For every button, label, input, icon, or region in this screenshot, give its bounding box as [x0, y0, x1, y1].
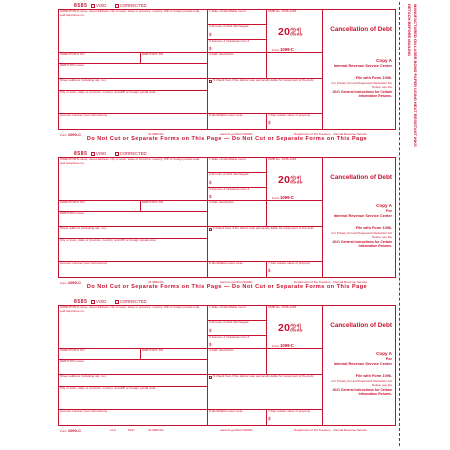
form-number: Form 1099-C: [272, 47, 294, 52]
city-label: City or town, state or province, country, and ZIP or foreign postal code: [60, 386, 156, 390]
form-title: Cancellation of Debt: [330, 322, 392, 329]
box7-label: 7 Fair market value of property: [268, 261, 311, 265]
form-1099c-2: [58, 150, 396, 292]
creditor-label: CREDITOR'S name, street address, city or town, state or province, country, ZIP or foreign postal code, and telephone no.: [60, 305, 201, 313]
copy-irs: Internal Revenue Service Center: [333, 214, 392, 218]
side-margin: [405, 4, 419, 444]
box3-dollar: $: [209, 194, 212, 199]
debtor-tin-label: DEBTOR'S TIN: [142, 200, 164, 204]
instructions-ref: 2021 General Instructions for Certain Information Returns.: [332, 240, 392, 248]
copy-for: For: [385, 357, 392, 361]
omb-number: OMB No. 1545-1424: [268, 9, 297, 13]
privacy-notice: For Privacy Act and Paperwork Reduction Act Notice, see the: [331, 81, 392, 89]
void-checkbox[interactable]: [91, 152, 95, 156]
privacy-notice: For Privacy Act and Paperwork Reduction Act Notice, see the: [331, 231, 392, 239]
file-with: File with Form 1096.: [355, 226, 392, 230]
void-checkbox[interactable]: [91, 300, 95, 304]
city-label: City or town, state or province, country, and ZIP or foreign postal code: [60, 238, 156, 242]
box2-label: 2 Amount of debt discharged: [209, 320, 249, 324]
box5-label: 5 Check here if the debtor was personally liable for repayment of the debt: [213, 374, 314, 378]
copy-for: For: [385, 209, 392, 213]
account-label: Account number (see instructions): [60, 113, 107, 117]
box7-label: 7 Fair market value of property: [268, 113, 311, 117]
tax-year: 2021: [278, 26, 303, 38]
box5-label: 5 Check here if the debtor was personally liable for repayment of the debt: [213, 226, 314, 230]
box3-label: 3 Interest, if included in box 2: [209, 187, 250, 191]
box4-label: 4 Debt description: [209, 52, 234, 56]
box1-label: 1 Date of identifiable event: [209, 9, 246, 13]
footer-form: Form 1099-C: [60, 428, 81, 433]
form-code: 8585: [74, 151, 88, 157]
footer-form: Form 1099-C: [60, 132, 81, 137]
box6-label: 6 Identifiable event code: [209, 113, 243, 117]
account-label: Account number (see instructions): [60, 409, 107, 413]
copy-irs: Internal Revenue Service Center: [333, 362, 392, 366]
footer-cat: 41-0862411: [148, 132, 164, 136]
tax-year: 2021: [278, 322, 303, 334]
debtor-tin-label: DEBTOR'S TIN: [142, 348, 164, 352]
side-text-manufactured: MANUFACTURED ON LASER BOND PAPER USING HEAT RESISTANT INKS: [413, 4, 418, 147]
box2-label: 2 Amount of debt discharged: [209, 172, 249, 176]
footer-dept: Department of the Treasury - Internal Revenue Service: [294, 132, 367, 136]
debtor-name-label: DEBTOR'S name: [60, 63, 85, 67]
debtor-name-label: DEBTOR'S name: [60, 359, 85, 363]
box7-label: 7 Fair market value of property: [268, 409, 311, 413]
street-label: Street address (including apt. no.): [60, 374, 107, 378]
side-text-detach: DETACH BEFORE MAILING: [407, 4, 412, 57]
city-label: City or town, state or province, country, and ZIP or foreign postal code: [60, 90, 156, 94]
creditor-tin-label: CREDITOR'S TIN: [60, 348, 85, 352]
privacy-notice: For Privacy Act and Paperwork Reduction Act Notice, see the: [331, 379, 392, 387]
debtor-name-label: DEBTOR'S name: [60, 211, 85, 215]
form-title: Cancellation of Debt: [330, 174, 392, 181]
form-code: 8585: [74, 299, 88, 305]
omb-number: OMB No. 1545-1424: [268, 305, 297, 309]
box5-label: 5 Check here if the debtor was personally liable for repayment of the debt: [213, 78, 314, 82]
copy-label: Copy A: [376, 351, 392, 356]
corrected-checkbox[interactable]: [115, 4, 119, 8]
box4-label: 4 Debt description: [209, 348, 234, 352]
creditor-tin-label: CREDITOR'S TIN: [60, 52, 85, 56]
box7-dollar: $: [268, 268, 271, 273]
form-title: Cancellation of Debt: [330, 26, 392, 33]
box1-label: 1 Date of identifiable event: [209, 305, 246, 309]
corrected-label: CORRECTED: [120, 3, 147, 8]
form-sheet: [58, 2, 396, 446]
void-checkbox[interactable]: [91, 4, 95, 8]
corrected-checkbox[interactable]: [115, 152, 119, 156]
street-label: Street address (including apt. no.): [60, 78, 107, 82]
footer-form: Form 1099-C: [60, 280, 81, 285]
box1-label: 1 Date of identifiable event: [209, 157, 246, 161]
box6-label: 6 Identifiable event code: [209, 409, 243, 413]
file-with: File with Form 1096.: [355, 76, 392, 80]
do-not-cut-banner-2: Do Not Cut or Separate Forms on This Page — Do Not Cut or Separate Forms on This Page: [86, 284, 368, 290]
copy-label: Copy A: [376, 58, 392, 63]
corrected-label: CORRECTED: [120, 299, 147, 304]
footer-dept: Department of the Treasury - Internal Revenue Service: [294, 428, 367, 432]
box3-dollar: $: [209, 342, 212, 347]
copy-irs: Internal Revenue Service Center: [333, 64, 392, 68]
footer-cat: 41-0862411: [148, 280, 164, 284]
box5-checkbox[interactable]: [209, 376, 212, 379]
form-1099c-1: [58, 2, 396, 144]
box6-label: 6 Identifiable event code: [209, 261, 243, 265]
void-label: VOID: [96, 299, 107, 304]
copy-label: Copy A: [376, 203, 392, 208]
perforation-line: [399, 2, 400, 446]
box3-dollar: $: [209, 46, 212, 51]
corrected-label: CORRECTED: [120, 151, 147, 156]
account-label: Account number (see instructions): [60, 261, 107, 265]
tax-year: 2021: [278, 174, 303, 186]
footer-lca: LCA: [110, 428, 116, 432]
creditor-label: CREDITOR'S name, street address, city or town, state or province, country, ZIP or foreign postal code, and telephone no.: [60, 9, 201, 17]
street-label: Street address (including apt. no.): [60, 226, 107, 230]
form-1099c-3: [58, 298, 396, 440]
corrected-checkbox[interactable]: [115, 300, 119, 304]
void-label: VOID: [96, 151, 107, 156]
do-not-cut-banner-1: Do Not Cut or Separate Forms on This Page — Do Not Cut or Separate Forms on This Page: [86, 136, 368, 142]
box2-label: 2 Amount of debt discharged: [209, 24, 249, 28]
creditor-tin-label: CREDITOR'S TIN: [60, 200, 85, 204]
box5-checkbox[interactable]: [209, 80, 212, 83]
form-number: Form 1099-C: [272, 195, 294, 200]
footer-lca-num: 5137: [128, 428, 135, 432]
footer-cat: 41-0862411: [148, 428, 164, 432]
footer-url: www.irs.gov/Form1099C: [220, 132, 253, 136]
box2-dollar: $: [209, 180, 212, 185]
box2-dollar: $: [209, 328, 212, 333]
box7-dollar: $: [268, 416, 271, 421]
box4-label: 4 Debt description: [209, 200, 234, 204]
box2-dollar: $: [209, 32, 212, 37]
box3-label: 3 Interest, if included in box 2: [209, 39, 250, 43]
footer-url: www.irs.gov/Form1099C: [220, 428, 253, 432]
creditor-label: CREDITOR'S name, street address, city or town, state or province, country, ZIP or foreign postal code, and telephone no.: [60, 157, 201, 165]
footer-dept: Department of the Treasury - Internal Revenue Service: [294, 280, 367, 284]
instructions-ref: 2021 General Instructions for Certain Information Returns.: [332, 388, 392, 396]
footer-url: www.irs.gov/Form1099C: [220, 280, 253, 284]
box7-dollar: $: [268, 120, 271, 125]
instructions-ref: 2021 General Instructions for Certain Information Returns.: [332, 90, 392, 98]
debtor-tin-label: DEBTOR'S TIN: [142, 52, 164, 56]
file-with: File with Form 1096.: [355, 374, 392, 378]
box3-label: 3 Interest, if included in box 2: [209, 335, 250, 339]
form-number: Form 1099-C: [272, 343, 294, 348]
form-code: 8585: [74, 3, 88, 9]
omb-number: OMB No. 1545-1424: [268, 157, 297, 161]
void-label: VOID: [96, 3, 107, 8]
box5-checkbox[interactable]: [209, 228, 212, 231]
